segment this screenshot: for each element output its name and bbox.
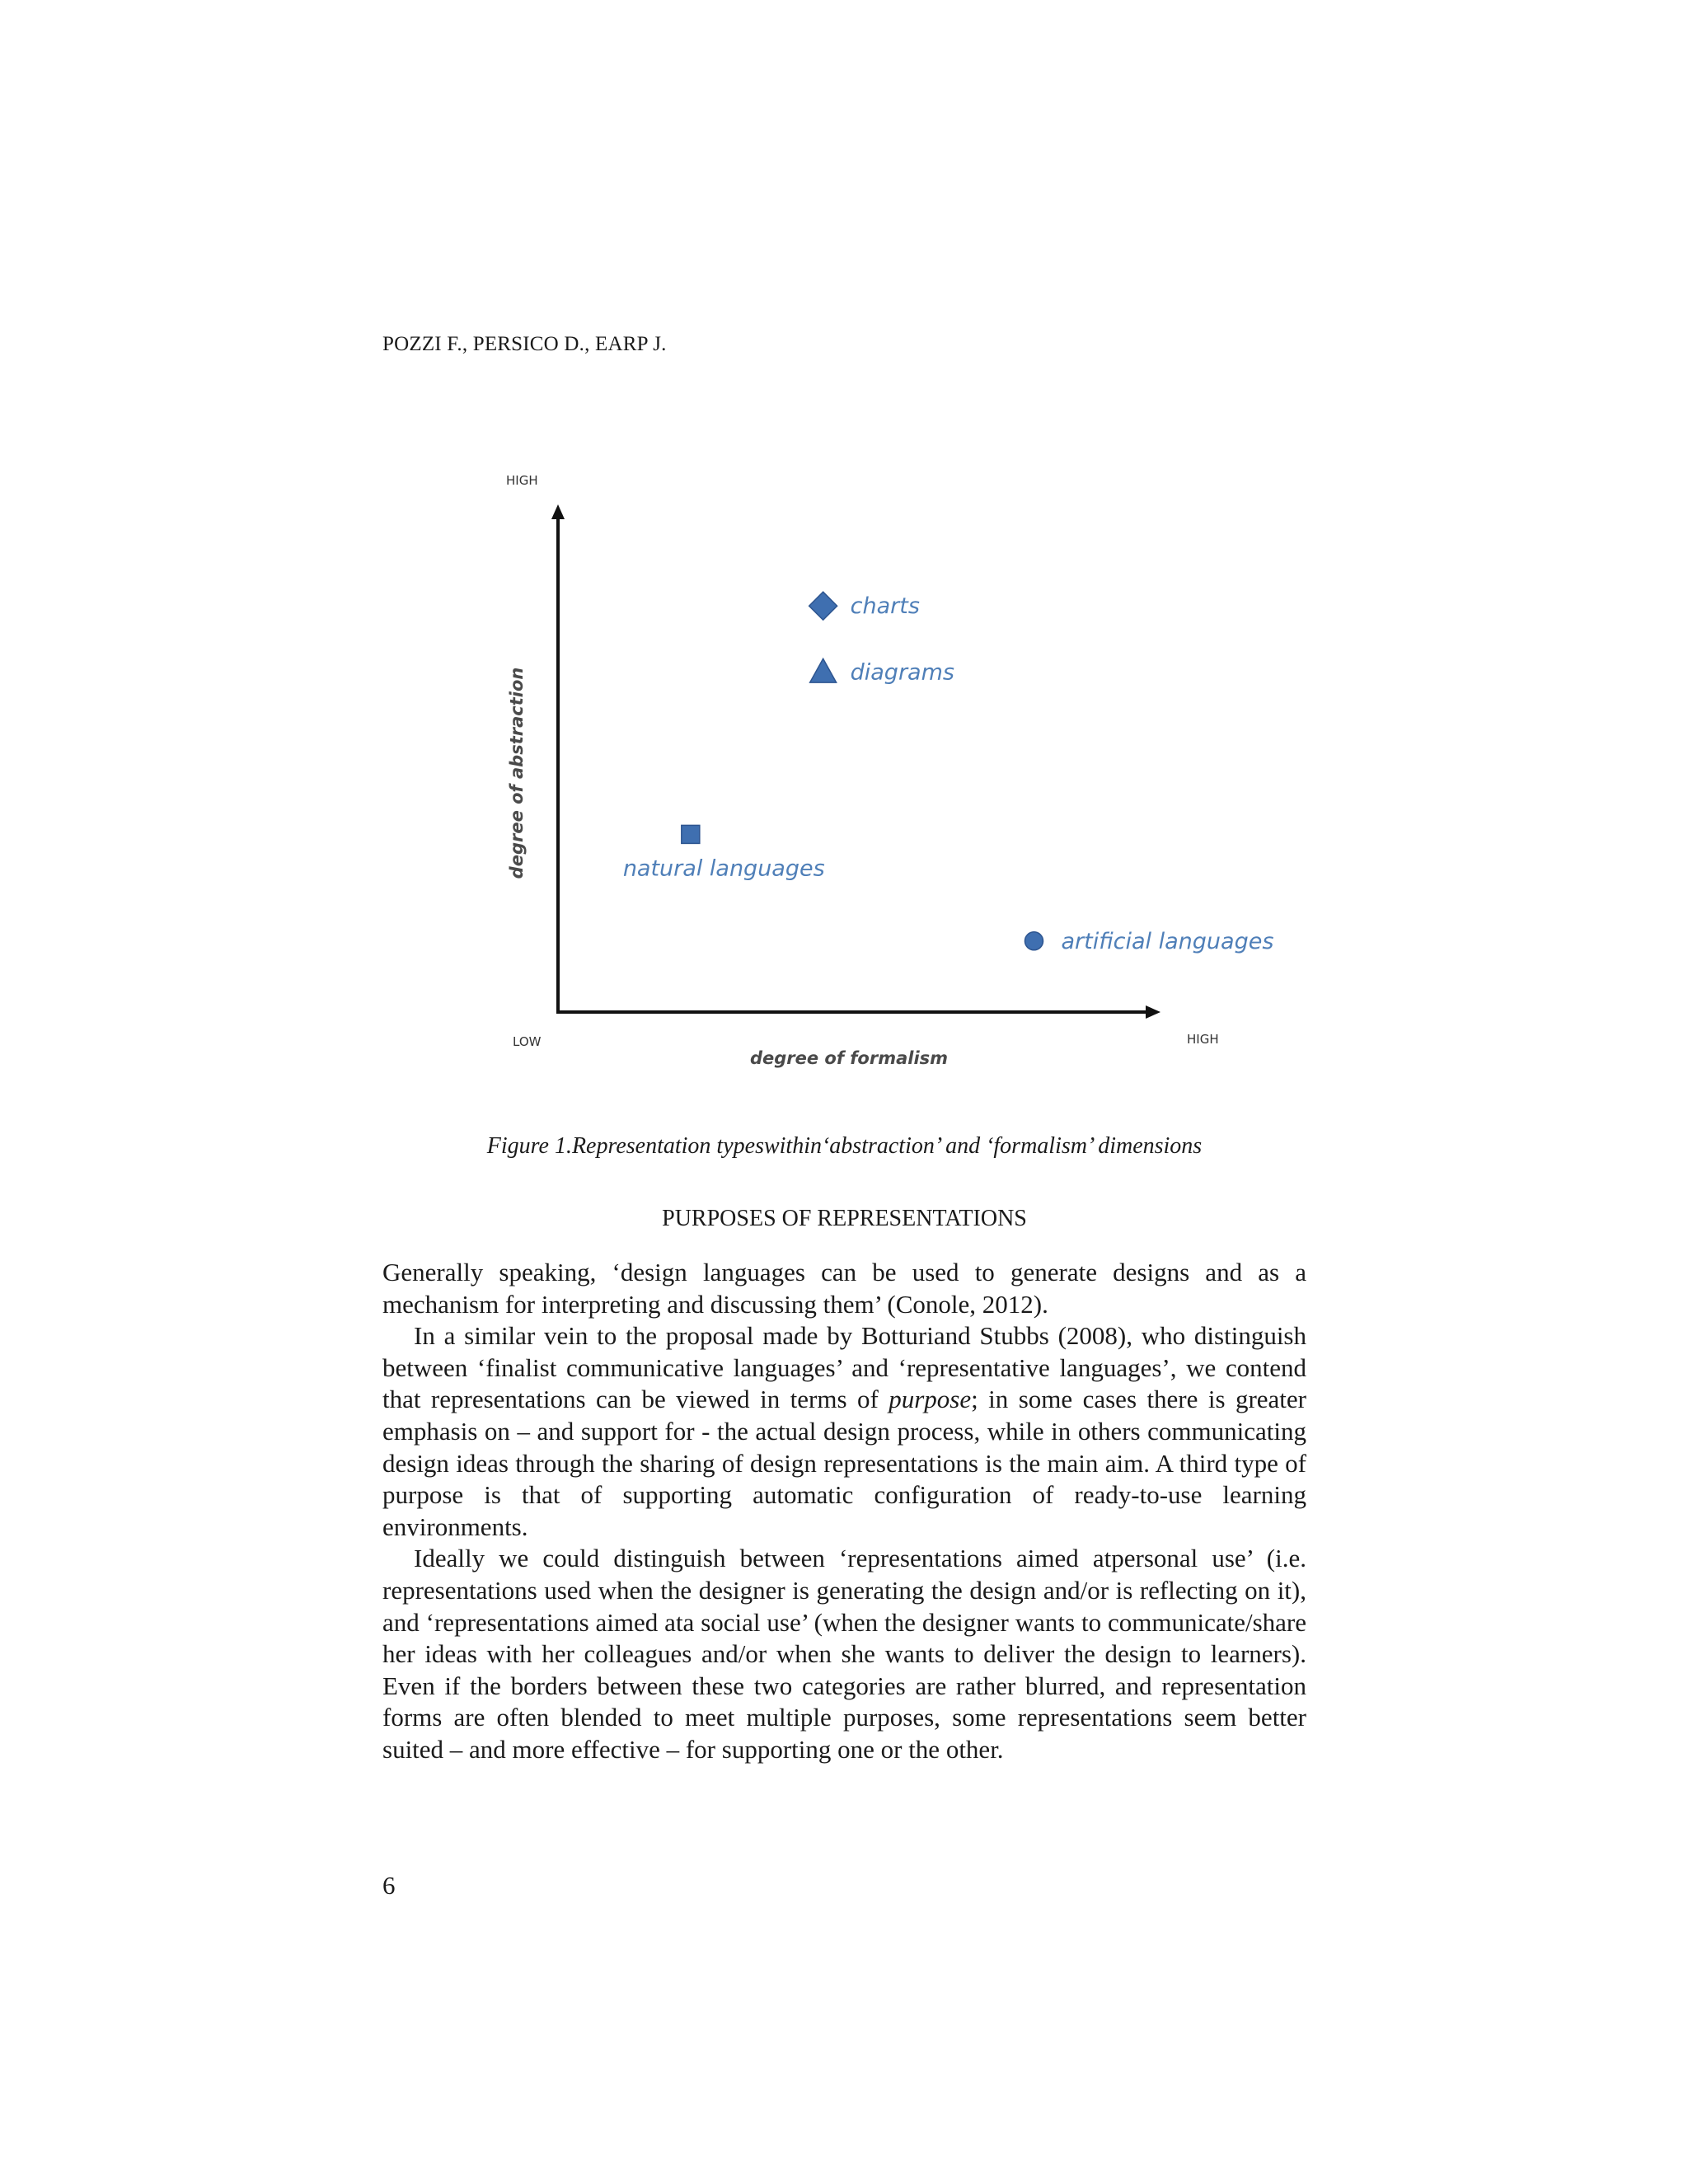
point-marker-diagrams	[810, 658, 837, 682]
emphasis-purpose: purpose	[889, 1385, 972, 1414]
point-label-diagrams: diagrams	[850, 659, 954, 686]
x-axis-title: degree of formalism	[749, 1048, 949, 1068]
paragraph-3: Ideally we could distinguish between ‘representations aimed atpersonal use’ (i.e. representations used when the designer is generating the design and/or is reflecting on it), and ‘representations aimed ata social use’ (when the designer wants to communicate/share her ideas with her colleagues and/or when she wants to deliver the design to learners). Even if the borders between these two categories are rather blurred, and representation forms are often blended to meet multiple purposes, some representations seem better suited – and more effective – for supporting one or the other.	[382, 1544, 1306, 1764]
x-axis-arrowhead	[1146, 1005, 1160, 1019]
chart-plot-area	[506, 473, 1273, 1068]
y-axis-high-label: HIGH	[506, 473, 538, 488]
paragraph-2	[382, 1320, 1306, 1543]
y-axis-title: degree of abstraction	[507, 667, 527, 879]
point-marker-charts	[809, 592, 837, 620]
point-marker-artificial-languages	[1025, 932, 1043, 950]
paragraph-1: Generally speaking, ‘design languages can be used to generate designs and as a mechanism for interpreting and discussing them’ (Conole, 2012).	[382, 1258, 1306, 1319]
figure-caption: Figure 1.Representation typeswithin‘abstraction’ and ‘formalism’ dimensions	[486, 1133, 1203, 1159]
paragraph-2-part-1: In a similar vein to the proposal made by Botturiand Stubbs (2008), who distinguish between ‘finalist communicative languages’ and ‘representative languages’, we contend that representations can be viewed in terms of	[382, 1321, 1306, 1414]
point-label-natural-languages: natural languages	[622, 855, 825, 882]
page-number: 6	[382, 1871, 396, 1900]
section-heading: PURPOSES OF REPRESENTATIONS	[662, 1206, 1027, 1231]
running-head: POZZI F., PERSICO D., EARP J.	[382, 333, 667, 355]
y-axis-arrowhead	[551, 504, 565, 519]
x-axis-high-label: HIGH	[1187, 1032, 1219, 1047]
body-text	[382, 1257, 1306, 1766]
point-marker-natural-languages	[682, 825, 700, 843]
points-layer	[623, 592, 1274, 954]
paragraph-2-part-2: ; in some cases there is greater emphasis on – and support for - the actual design process, while in others communicating design ideas through the sharing of design representations is the main aim. A third type of purpose is that of supporting automatic configuration of ready-to-use learning environments.	[382, 1385, 1306, 1541]
point-label-artificial-languages: artificial languages	[1061, 928, 1274, 954]
x-axis-low-label: LOW	[513, 1034, 542, 1049]
point-label-charts: charts	[850, 593, 920, 620]
